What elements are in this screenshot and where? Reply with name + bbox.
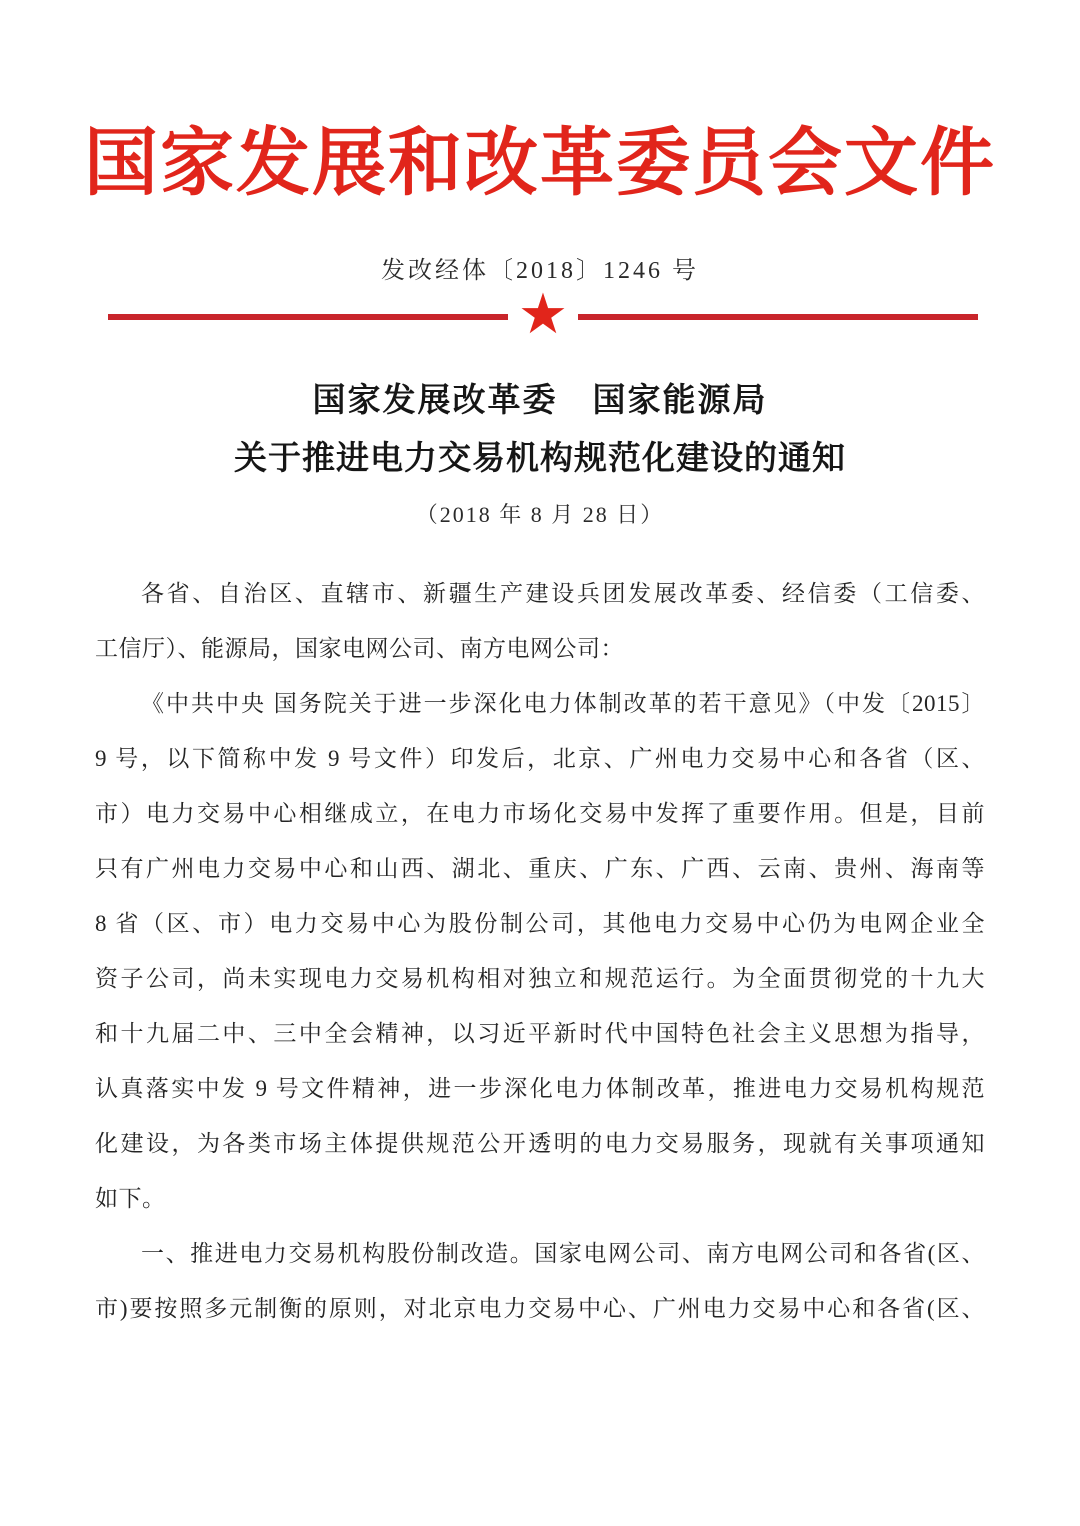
letterhead-rule [0, 282, 1080, 347]
document-title: 关于推进电力交易机构规范化建设的通知 [234, 441, 846, 477]
body-line: 和十九届二中、三中全会精神，以习近平新时代中国特色社会主义思想为指导， [95, 1021, 985, 1046]
body-line: 资子公司，尚未实现电力交易机构相对独立和规范运行。为全面贯彻党的十九大 [95, 966, 985, 991]
red-rule-left [108, 314, 508, 320]
issuing-agency-title: 国家发展改革委 国家能源局 [312, 383, 768, 419]
red-rule-right [578, 314, 978, 320]
body-line: 工信厅）、能源局，国家电网公司、南方电网公司： [95, 636, 624, 661]
letterhead-title: 国家发展和改革委员会文件 [84, 123, 996, 205]
body-line: 9 号，以下简称中发 9 号文件）印发后，北京、广州电力交易中心和各省（区、 [95, 746, 985, 771]
body-line: 化建设，为各类市场主体提供规范公开透明的电力交易服务，现就有关事项通知 [95, 1131, 985, 1156]
body-line: 一、推进电力交易机构股份制改造。国家电网公司、南方电网公司和各省(区、 [141, 1241, 985, 1266]
body-line: 如下。 [95, 1186, 166, 1211]
red-star-icon: ★ [517, 282, 569, 347]
body-line: 8 省（区、市）电力交易中心为股份制公司，其他电力交易中心仍为电网企业全 [95, 911, 985, 936]
document-number: 发改经体〔2018〕1246 号 [381, 258, 699, 284]
body-line: 市）电力交易中心相继成立，在电力市场化交易中发挥了重要作用。但是，目前 [95, 801, 985, 826]
document-date: （2018 年 8 月 28 日） [415, 502, 665, 527]
body-line: 市)要按照多元制衡的原则，对北京电力交易中心、广州电力交易中心和各省(区、 [95, 1296, 985, 1321]
body-line: 各省、自治区、直辖市、新疆生产建设兵团发展改革委、经信委（工信委、 [141, 581, 985, 606]
body-line: 只有广州电力交易中心和山西、湖北、重庆、广东、广西、云南、贵州、海南等 [95, 856, 985, 881]
document-body [95, 566, 985, 1336]
body-line: 认真落实中发 9 号文件精神，进一步深化电力体制改革，推进电力交易机构规范 [95, 1076, 985, 1101]
body-line: 《中共中央 国务院关于进一步深化电力体制改革的若干意见》（中发〔2015〕 [141, 691, 985, 716]
